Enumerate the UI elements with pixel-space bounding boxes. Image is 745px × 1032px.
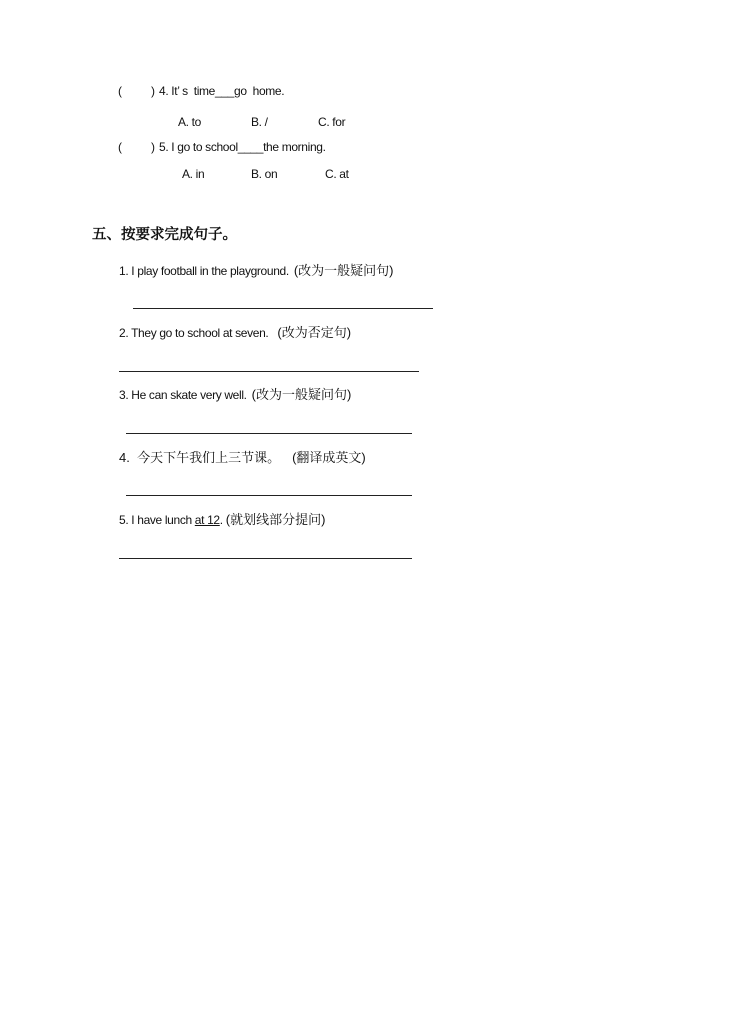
answer-line-5 (119, 558, 412, 559)
sentence-instruction: (改为一般疑问句) (251, 387, 352, 402)
sentence-instruction: (改为否定句) (277, 325, 352, 340)
sentence-item-2 (119, 325, 351, 341)
answer-paren-close: ) (151, 140, 155, 154)
question-5-option-a: A. in (182, 167, 205, 181)
sentence-item-4 (119, 450, 366, 466)
section-title: 五、按要求完成句子。 (92, 227, 237, 243)
sentence-instruction: (改为一般疑问句) (293, 263, 394, 278)
sentence-text: 2. They go to school at seven. (119, 326, 269, 340)
question-4-rest: go home. (234, 84, 285, 98)
question-4-text: 4. It’ s time (159, 84, 216, 98)
sentence-text: 4. 今天下午我们上三节课。 (119, 450, 281, 465)
answer-line-1 (133, 308, 433, 309)
sentence-item-3 (119, 387, 351, 403)
answer-paren-close: ) (151, 84, 155, 98)
answer-line-2 (119, 371, 419, 372)
question-4-option-a: A. to (178, 115, 201, 129)
question-5-option-c: C. at (325, 167, 349, 181)
underlined-phrase: at 12 (194, 513, 220, 527)
question-5-option-b: B. on (251, 167, 278, 181)
question-4-blank: ___ (215, 84, 234, 98)
sentence-text: 1. I play football in the playground. (119, 264, 289, 278)
question-5-text: 5. I go to school (159, 140, 238, 154)
sentence-text-end: . (219, 513, 223, 527)
question-5-rest: the morning. (263, 140, 326, 154)
answer-line-4 (126, 495, 412, 496)
sentence-instruction: (翻译成英文) (292, 450, 366, 465)
answer-line-3 (126, 433, 412, 434)
sentence-item-5 (119, 512, 325, 528)
question-4-option-b: B. / (251, 115, 268, 129)
question-5-blank: ____ (237, 140, 264, 154)
answer-paren-open: ( (118, 84, 122, 98)
sentence-item-1 (119, 263, 394, 279)
answer-paren-open: ( (118, 140, 122, 154)
question-5-stem (159, 139, 326, 155)
sentence-instruction: (就划线部分提问) (225, 512, 326, 527)
question-4-option-c: C. for (318, 115, 346, 129)
question-4-stem (159, 83, 284, 99)
sentence-text: 3. He can skate very well. (119, 388, 247, 402)
sentence-text: 5. I have lunch (119, 513, 192, 527)
